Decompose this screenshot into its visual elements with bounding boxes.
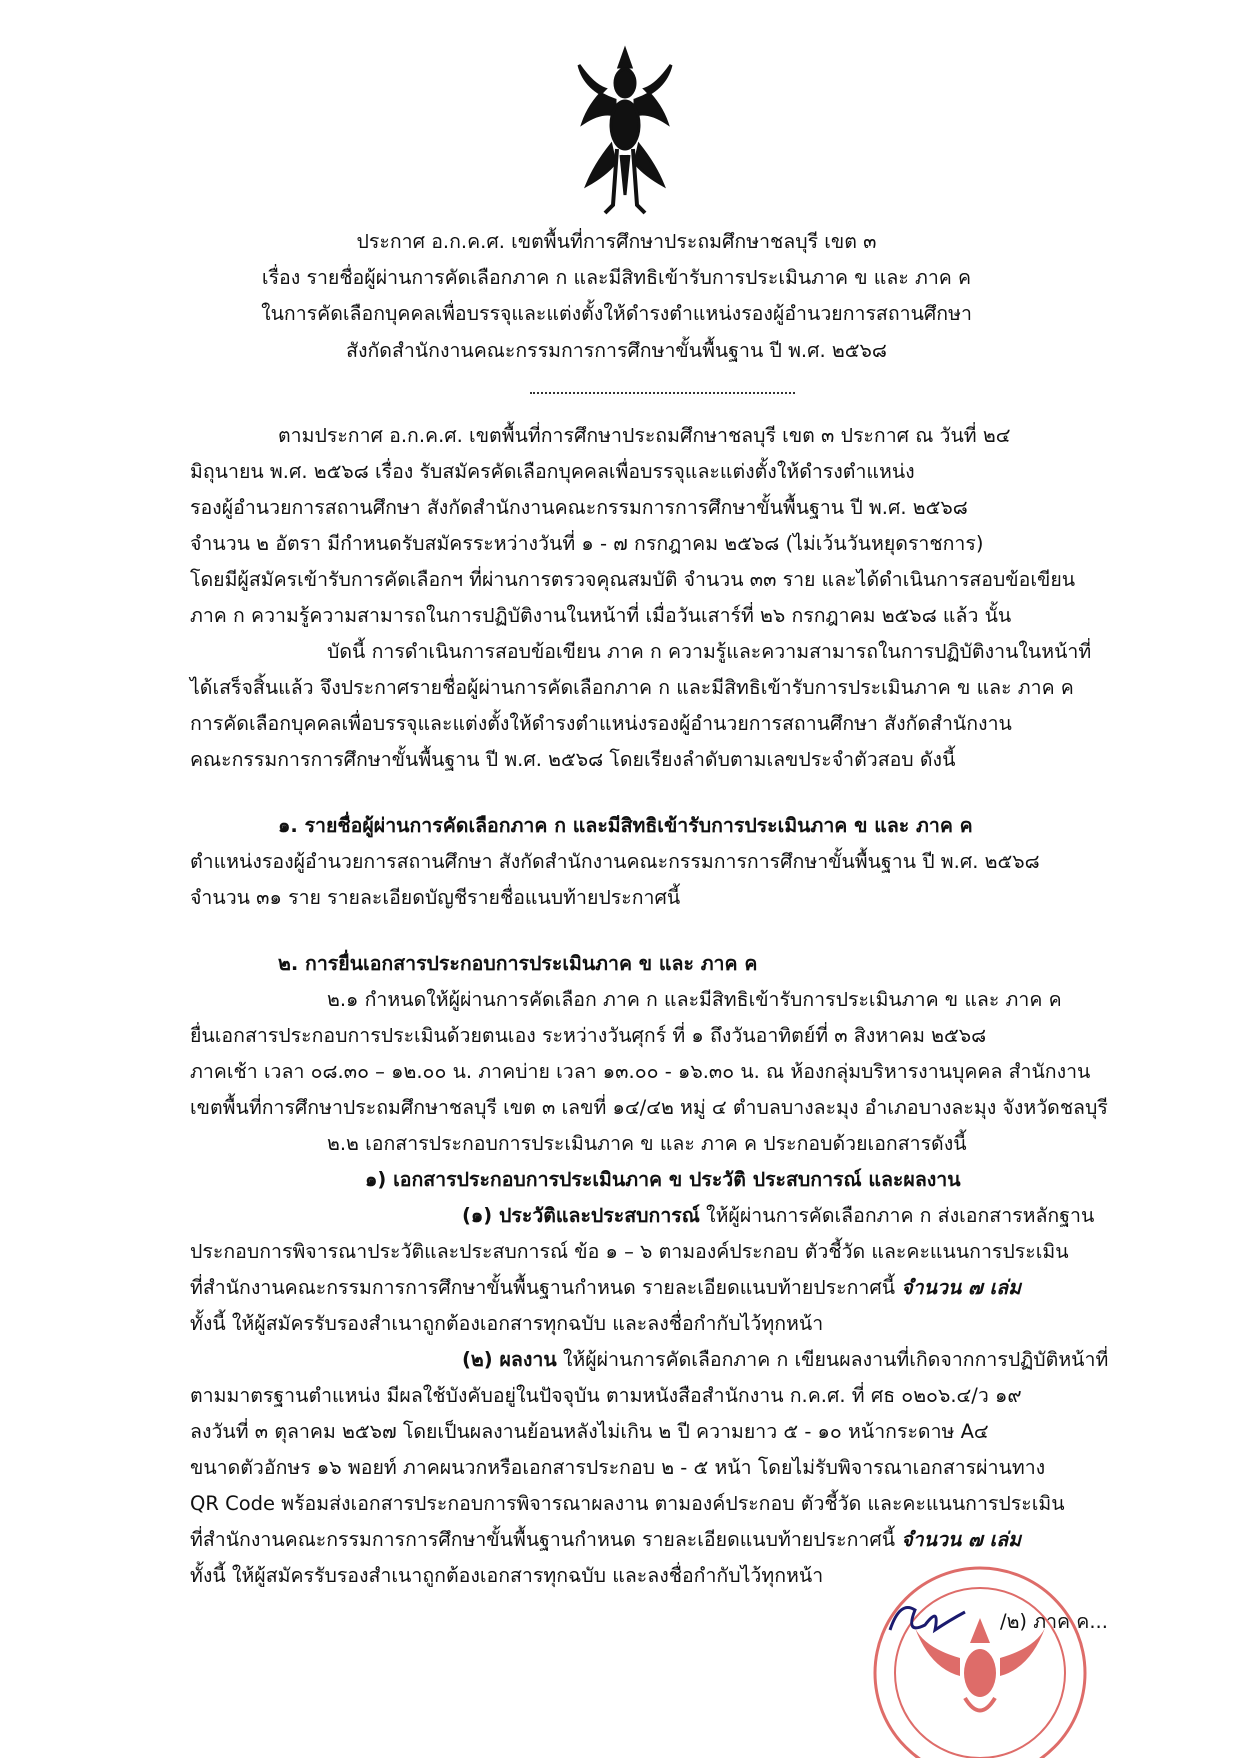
paragraph-line: จำนวน ๓๑ ราย รายละเอียดบัญชีรายชื่อแนบท้ายประกาศนี้ [190, 886, 681, 909]
emphasis-copies: จำนวน ๗ เล่ม [901, 1528, 1021, 1551]
announcement-title: ประกาศ อ.ก.ค.ศ. เขตพื้นที่การศึกษาประถมศึกษาชลบุรี เขต ๓ [356, 230, 877, 253]
announcement-subject: เรื่อง รายชื่อผู้ผ่านการคัดเลือกภาค ก และมีสิทธิเข้ารับการประเมินภาค ข และ ภาค ค [261, 266, 972, 289]
item-1-text: ที่สำนักงานคณะกรรมการการศึกษาขั้นพื้นฐานกำหนด รายละเอียดแนบท้ายประกาศนี้ [190, 1276, 902, 1299]
paragraph-line [190, 1276, 1021, 1300]
paragraph-line: ๒.๑ กำหนดให้ผู้ผ่านการคัดเลือก ภาค ก และมีสิทธิเข้ารับการประเมินภาค ข และ ภาค ค [327, 988, 1062, 1011]
paragraph-line: ภาค ก ความรู้ความสามารถในการปฏิบัติงานในหน้าที่ เมื่อวันเสาร์ที่ ๒๖ กรกฎาคม ๒๕๖๘ แล้ว นั้น [190, 604, 1012, 627]
paragraph-line: ภาคเช้า เวลา ๐๘.๓๐ – ๑๒.๐๐ น. ภาคบ่าย เวลา ๑๓.๐๐ - ๑๖.๓๐ น. ณ ห้องกลุ่มบริหารงานบุคคล สำนักงาน [190, 1060, 1091, 1083]
paragraph-line: ประกอบการพิจารณาประวัติและประสบการณ์ ข้อ ๑ – ๖ ตามองค์ประกอบ ตัวชี้วัด และคะแนนการประเมิน [190, 1240, 1069, 1263]
official-seal-icon [845, 1548, 1100, 1758]
paragraph-line: ได้เสร็จสิ้นแล้ว จึงประกาศรายชื่อผู้ผ่านการคัดเลือกภาค ก และมีสิทธิเข้ารับการประเมินภาค ข และ ภาค ค [190, 676, 1074, 699]
item-1-first-line [462, 1204, 1094, 1228]
paragraph-line: เขตพื้นที่การศึกษาประถมศึกษาชลบุรี เขต ๓ เลขที่ ๑๔/๔๒ หมู่ ๔ ตำบลบางละมุง อำเภอบางละมุง จังหวัดชลบุรี [190, 1096, 1108, 1119]
paragraph-line: ทั้งนี้ ให้ผู้สมัครรับรองสำเนาถูกต้องเอกสารทุกฉบับ และลงชื่อกำกับไว้ทุกหน้า [190, 1312, 824, 1335]
paragraph-line: จำนวน ๒ อัตรา มีกำหนดรับสมัครระหว่างวันที่ ๑ - ๗ กรกฎาคม ๒๕๖๘ (ไม่เว้นวันหยุดราชการ) [190, 532, 984, 555]
paragraph-line: บัดนี้ การดำเนินการสอบข้อเขียน ภาค ก ความรู้และความสามารถในการปฏิบัติงานในหน้าที่ [327, 640, 1092, 663]
dotted-divider [530, 392, 795, 394]
paragraph-line: ทั้งนี้ ให้ผู้สมัครรับรองสำเนาถูกต้องเอกสารทุกฉบับ และลงชื่อกำกับไว้ทุกหน้า [190, 1564, 824, 1587]
item-2-label: (๒) ผลงาน [462, 1348, 557, 1371]
paragraph-line: QR Code พร้อมส่งเอกสารประกอบการพิจารณาผลงาน ตามองค์ประกอบ ตัวชี้วัด และคะแนนการประเมิน [190, 1492, 1065, 1515]
announcement-subject-line: ในการคัดเลือกบุคคลเพื่อบรรจุและแต่งตั้งให้ดำรงตำแหน่งรองผู้อำนวยการสถานศึกษา [261, 302, 972, 325]
item-1-label: (๑) ประวัติและประสบการณ์ [462, 1204, 700, 1227]
paragraph-line: ตามประกาศ อ.ก.ค.ศ. เขตพื้นที่การศึกษาประถมศึกษาชลบุรี เขต ๓ ประกาศ ณ วันที่ ๒๔ [278, 424, 1011, 447]
paragraph-line: ๒.๒ เอกสารประกอบการประเมินภาค ข และ ภาค ค ประกอบด้วยเอกสารดังนี้ [327, 1132, 967, 1155]
paragraph-line: ขนาดตัวอักษร ๑๖ พอยท์ ภาคผนวกหรือเอกสารประกอบ ๒ - ๕ หน้า โดยไม่รับพิจารณาเอกสารผ่านทาง [190, 1456, 1046, 1479]
section-1-heading: ๑. รายชื่อผู้ผ่านการคัดเลือกภาค ก และมีสิทธิเข้ารับการประเมินภาค ข และ ภาค ค [278, 814, 973, 837]
paragraph-line: ลงวันที่ ๓ ตุลาคม ๒๕๖๗ โดยเป็นผลงานย้อนหลังไม่เกิน ๒ ปี ความยาว ๕ - ๑๐ หน้ากระดาษ A๔ [190, 1420, 989, 1443]
item-2-first-line [462, 1348, 1108, 1372]
paragraph-line: ตำแหน่งรองผู้อำนวยการสถานศึกษา สังกัดสำนักงานคณะกรรมการการศึกษาขั้นพื้นฐาน ปี พ.ศ. ๒๕๖๘ [190, 850, 1040, 873]
paragraph-line: ยื่นเอกสารประกอบการประเมินด้วยตนเอง ระหว่างวันศุกร์ ที่ ๑ ถึงวันอาทิตย์ที่ ๓ สิงหาคม ๒๕๖๘ [190, 1024, 987, 1047]
continuation-note: /๒) ภาค ค... [1000, 1610, 1108, 1633]
paragraph-line: คณะกรรมการการศึกษาขั้นพื้นฐาน ปี พ.ศ. ๒๕๖๘ โดยเรียงลำดับตามเลขประจำตัวสอบ ดังนี้ [190, 748, 956, 771]
item-2-text: ที่สำนักงานคณะกรรมการการศึกษาขั้นพื้นฐานกำหนด รายละเอียดแนบท้ายประกาศนี้ [190, 1528, 902, 1551]
paragraph-line: โดยมีผู้สมัครเข้ารับการคัดเลือกฯ ที่ผ่านการตรวจคุณสมบัติ จำนวน ๓๓ ราย และได้ดำเนินการสอบข้อเขียน [190, 568, 1076, 591]
signature-icon [880, 1590, 970, 1650]
paragraph-line: มิถุนายน พ.ศ. ๒๕๖๘ เรื่อง รับสมัครคัดเลือกบุคคลเพื่อบรรจุและแต่งตั้งให้ดำรงตำแหน่ง [190, 460, 915, 483]
announcement-subject-line: สังกัดสำนักงานคณะกรรมการการศึกษาขั้นพื้นฐาน ปี พ.ศ. ๒๕๖๘ [346, 339, 887, 362]
paragraph-line: รองผู้อำนวยการสถานศึกษา สังกัดสำนักงานคณะกรรมการการศึกษาขั้นพื้นฐาน ปี พ.ศ. ๒๕๖๘ [190, 496, 968, 519]
emphasis-copies: จำนวน ๗ เล่ม [901, 1276, 1021, 1299]
item-2-text: ให้ผู้ผ่านการคัดเลือกภาค ก เขียนผลงานที่เกิดจากการปฏิบัติหน้าที่ [556, 1348, 1109, 1371]
item-1-text: ให้ผู้ผ่านการคัดเลือกภาค ก ส่งเอกสารหลักฐาน [699, 1204, 1095, 1227]
section-2-heading: ๒. การยื่นเอกสารประกอบการประเมินภาค ข และ ภาค ค [278, 952, 758, 975]
garuda-emblem-icon [575, 45, 675, 220]
subsection-heading: ๑) เอกสารประกอบการประเมินภาค ข ประวัติ ประสบการณ์ และผลงาน [365, 1168, 961, 1191]
paragraph-line: ตามมาตรฐานตำแหน่ง มีผลใช้บังคับอยู่ในปัจจุบัน ตามหนังสือสำนักงาน ก.ค.ศ. ที่ ศธ ๐๒๐๖.๔/ว ๑๙ [190, 1384, 1022, 1407]
paragraph-line: การคัดเลือกบุคคลเพื่อบรรจุและแต่งตั้งให้ดำรงตำแหน่งรองผู้อำนวยการสถานศึกษา สังกัดสำนักงาน [190, 712, 1012, 735]
